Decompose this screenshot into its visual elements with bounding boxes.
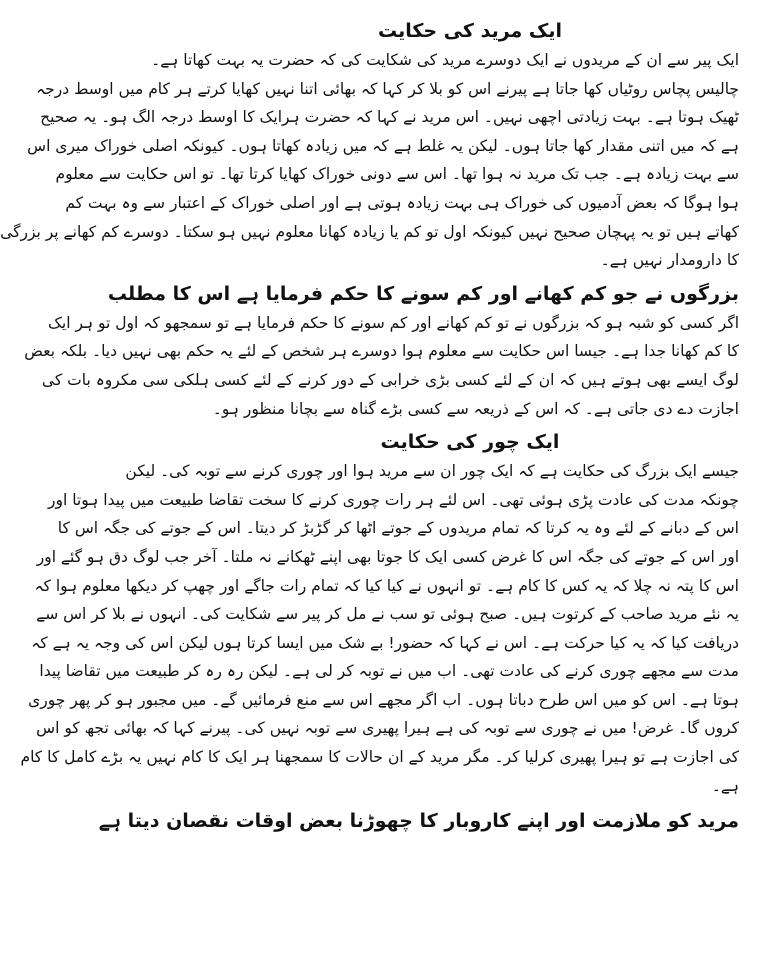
text-line: لوگ ایسے بھی ہوتے ہیں کہ ان کے لئے کسی بڑی خرابی کے دور کرنے کے لئے کسی ہلکی سی مکروہ بات کی (41, 370, 739, 389)
text-line: کا دارومدار نہیں ہے۔ (600, 251, 739, 270)
text-line: سے بہت زیادہ ہے۔ جب تک مرید نہ ہوا تھا۔ اس سے دونی خوراک کھایا کرتا تھا۔ تو اس حکایت سے معلوم (55, 165, 739, 184)
section-body-thief-story (20, 457, 739, 800)
text-line: ہے۔ (711, 776, 739, 795)
text-line: اور اس کے جوتے کی جگہ اس کا غرض کسی ایک کا جوتا بھی اپنے ٹھکانے نہ ملتا۔ آخر جب لوگ دق ہو گئے اور (36, 547, 739, 566)
text-line: اجازت دے دی جاتی ہے۔ کہ اس کے ذریعہ سے کسی بڑے گناہ سے بچانا منظور ہو۔ (212, 399, 739, 418)
text-line: ایک پیر سے ان کے مریدوں نے ایک دوسرے مرید کی شکایت کی کہ حضرت یہ بہت کھاتا ہے۔ (151, 51, 739, 69)
text-line: یہ نئے مرید صاحب کے کرتوت ہیں۔ صبح ہوئی تو سب نے مل کر پیر سے شکایت کی۔ انہوں نے بلا کر اس سے (36, 605, 739, 624)
section-heading-thief-story: ایک چور کی حکایت (380, 431, 560, 454)
text-line: ہوا ہوگا کہ بعض آدمیوں کی خوراک ہی بہت زیادہ ہوتی ہے اور اصلی خوراک کے اعتبار سے وہ بہت کم (65, 193, 739, 212)
text-line: اس کا پتہ نہ چلا کہ یہ کس کا کام ہے۔ تو انہوں نے کیا کیا کہ تمام رات جاگے اور چھپ کر دیکھا معلوم ہوا کہ (34, 576, 739, 595)
text-line: کی اجازت ہے تو ہیرا پھیری کرلیا کر۔ مگر مرید کے ان حالات کا سمجھنا ہر ایک کا کام نہیں یہ بڑے کامل کا کام (20, 748, 739, 767)
text-line: کا کم کھانا جدا ہے۔ جیسا اس حکایت سے معلوم ہوا دوسرے ہر شخص کے لئے یہ حکم بھی نہیں دیا۔ بلکہ بعض (24, 342, 739, 361)
section-body-murid-story (0, 46, 739, 275)
text-line: ہے کہ میں اتنی مقدار کھا جاتا ہوں۔ لیکن یہ غلط ہے کہ میں زیادہ کھاتا ہوں۔ کیونکہ اصلی خوراک میری اس (27, 136, 739, 155)
text-line: اگر کسی کو شبہ ہو کہ بزرگوں نے تو کم کھانے اور کم سونے کا حکم فرمایا ہے تو سمجھو کہ اول تو ہر ایک (48, 313, 739, 332)
text-line: دریافت کیا کہ یہ کیا حرکت ہے۔ اس نے کہا کہ حضور! بے شک میں ایسا کرتا ہوں لیکن اس کی وجہ یہ ہے کہ (31, 633, 739, 652)
text-line: اس کے دبانے کے لئے وہ یہ کرتا کہ تمام مریدوں کے جوتے اٹھا کر گڑبڑ کر دیتا۔ اس کے جوتے کی جگہ اس کا (57, 519, 739, 538)
section-heading-elders-meaning: بزرگوں نے جو کم کھانے اور کم سونے کا حکم فرمایا ہے اس کا مطلب (107, 282, 739, 305)
section-heading-murid-story: ایک مرید کی حکایت (377, 20, 563, 42)
text-line: ہوتا ہے۔ اس کو میں اس طرح دباتا ہوں۔ اب اگر مجھے اس سے منع فرمائیں گے۔ میں مجبور ہو کر پھر چوری (28, 690, 739, 709)
section-body-elders-meaning (24, 309, 739, 423)
section-heading-employment: مرید کو ملازمت اور اپنے کاروبار کا چھوڑنا بعض اوقات نقصان دیتا ہے (98, 810, 739, 833)
text-line: کروں گا۔ غرض! میں نے چوری سے توبہ کی ہے ہیرا پھیری سے توبہ نہیں کی۔ پیرنے کہا کہ بھائی تجھ کو اس (36, 719, 739, 738)
text-line: جیسے ایک بزرگ کی حکایت ہے کہ ایک چور ان سے مرید ہوا اور چوری کرنے سے توبہ کی۔ لیکن (125, 462, 739, 481)
text-line: چونکہ مدت کی عادت پڑی ہوئی تھی۔ اس لئے ہر رات چوری کرنے کا سخت تقاضا طبیعت میں پیدا ہوتا اور (48, 490, 739, 509)
text-line: ٹھیک ہوتا ہے۔ بہت زیادتی اچھی نہیں۔ اس مرید نے کہا کہ حضرت ہرایک کا اوسط درجہ الگ ہو۔ یہ صحیح (40, 108, 739, 127)
text-line: کھاتے ہیں تو یہ پہچان صحیح نہیں کیونکہ اول تو کم یا زیادہ کھانا معلوم نہیں ہو سکتا۔ دوسرے کم کھانے پر بزرگی (0, 222, 739, 241)
text-line: مدت سے مجھے چوری کرنے کی عادت تھی۔ اب میں نے توبہ کر لی ہے۔ لیکن رہ رہ کر طبیعت میں تقاضا پیدا (39, 662, 739, 681)
text-line: چالیس پچاس روٹیاں کھا جاتا ہے پیرنے اس کو بلا کر کہا کہ بھائی اتنا نہیں کھایا کرتے ہر کام میں اوسط درجہ (36, 79, 739, 98)
